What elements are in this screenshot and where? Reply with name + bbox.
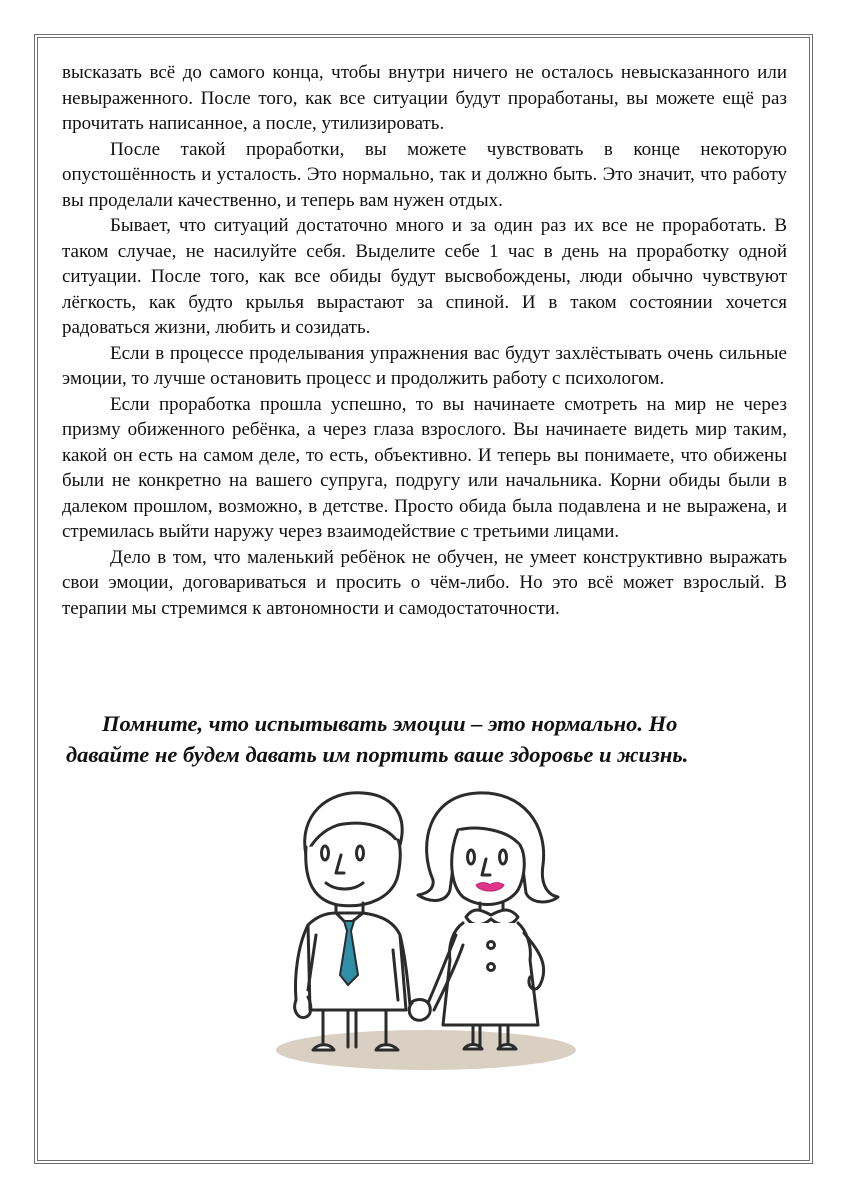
body-text: [62, 60, 787, 621]
paragraph: После такой проработки, вы можете чувствовать в конце некоторую опустошённость и усталость. Это нормально, так и должно быть. Это значит, что работу вы проделали качественно, и теперь вам нужен отдых.: [62, 138, 787, 211]
man-body: [308, 913, 406, 1010]
man-head: [306, 840, 401, 906]
woman-collar: [466, 910, 518, 925]
man-shoe-left: [313, 1045, 334, 1050]
man-hand-left: [295, 997, 311, 1018]
paragraph: Бывает, что ситуаций достаточно много и за один раз их все не проработать. В таком случае, не насилуйте себя. Выделите себе 1 час в день на проработку одной ситуации. После того, как все обиды будут высвобождены, люди обычно чувствуют лёгкость, как будто крылья вырастают за спиной. И в таком состоянии хочется радоваться жизни, любить и созидать.: [62, 215, 787, 338]
woman-shoe-right: [498, 1045, 516, 1050]
woman-face: [452, 830, 525, 904]
couple-holding-hands-illustration: [268, 785, 583, 1085]
man-shoe-right: [376, 1045, 398, 1050]
quote-line-2: давайте не будем давать им портить ваше здоровье и жизнь.: [66, 742, 689, 767]
woman-dress: [443, 923, 538, 1025]
highlighted-quote: [50, 708, 800, 770]
paragraph: Если в процессе проделывания упражнения вас будут захлёстывать очень сильные эмоции, то лучше остановить процесс и продолжить работу с психологом.: [62, 342, 787, 389]
paragraph: Если проработка прошла успешно, то вы начинаете смотреть на мир не через призму обиженного ребёнка, а через глаза взрослого. Вы начинаете видеть мир таким, какой он есть на самом деле, то есть, объективно. И теперь вы понимаете, что обижены были не конкретно на вашего супруга, подругу или начальника. Корни обиды были в далеком прошлом, возможно, в детстве. Просто обида была подавлена и не выражена, и стремилась выйти наружу через взаимодействие с третьими лицами.: [62, 393, 787, 542]
man-arm-left: [296, 925, 309, 1000]
woman-shoe-left: [464, 1045, 482, 1050]
couple-illustration: [268, 785, 583, 1085]
paragraph: Дело в том, что маленький ребёнок не обучен, не умеет конструктивно выражать свои эмоции, договариваться и просить о чём-либо. Но это всё может взрослый. В терапии мы стремимся к автономности и самодостаточности.: [62, 546, 787, 619]
paragraph: высказать всё до самого конца, чтобы внутри ничего не осталось невысказанного или невыраженного. После того, как все ситуации будут проработаны, вы можете ещё раз прочитать написанное, а после, утилизировать.: [62, 62, 787, 134]
quote-line-1: Помните, что испытывать эмоции – это нормально. Но: [102, 711, 678, 736]
